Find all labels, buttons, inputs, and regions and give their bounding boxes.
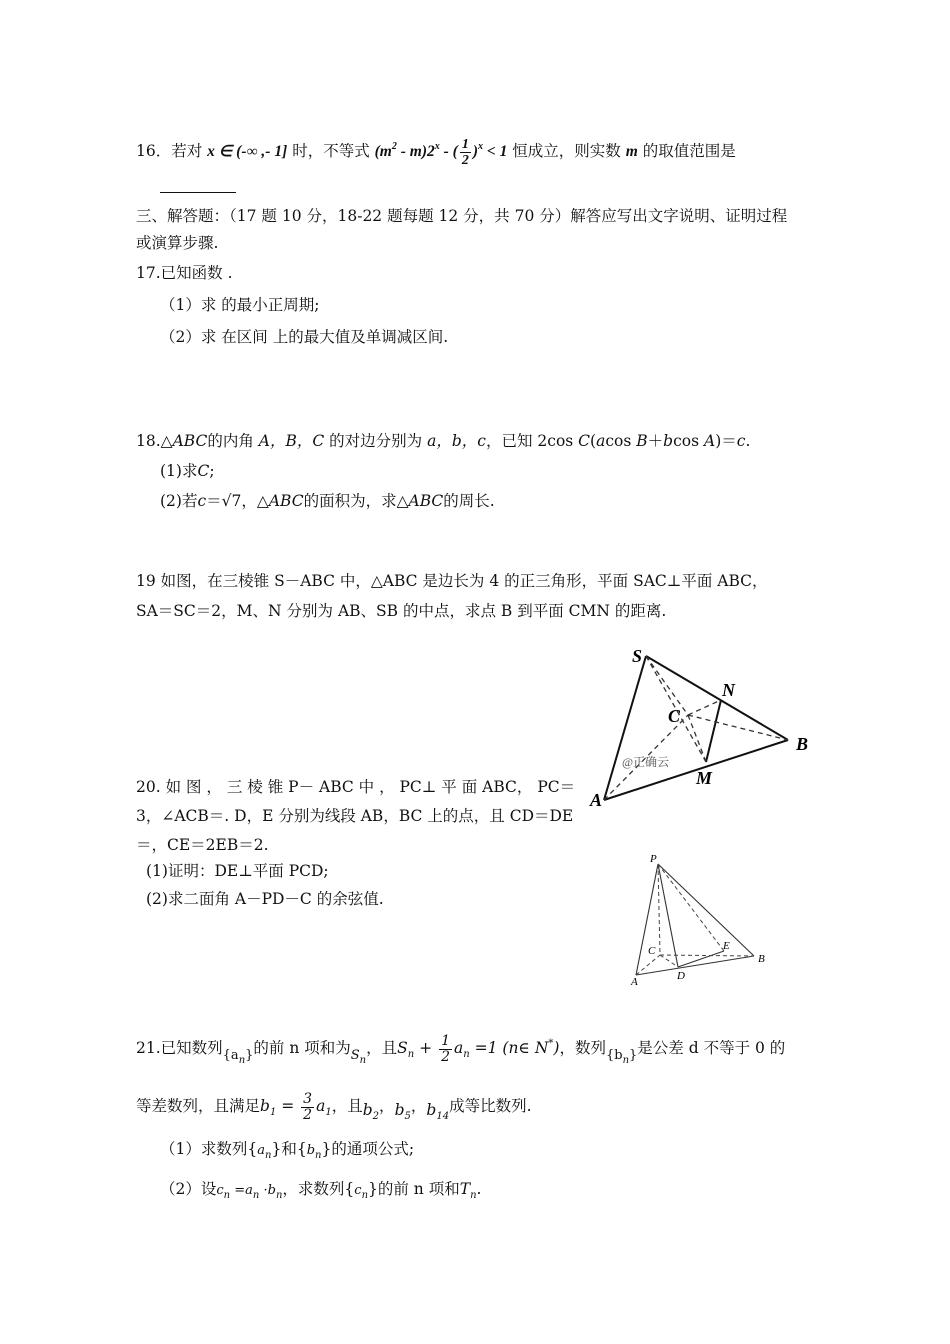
q21-line2: 等差数列，且满足$b_1$ = $\frac{3}{2}$ $a_1$，且$b_2$，$b_5$，$b_{14}$成等比数列. [136, 1090, 532, 1123]
q18-stem: 18.△ABC的内角 A，B，C 的对边分别为 a，b，c，已知 2cos C(acos B＋bcos A)＝c. [136, 432, 751, 450]
edge-PC [658, 864, 660, 955]
q16-answer-blank [160, 192, 236, 193]
label-N: N [722, 680, 735, 700]
edge-NM [706, 700, 721, 762]
section3-heading: 三、解答题：（17 题 10 分，18-22 题每题 12 分，共 70 分）解答应写出文字说明、证明过程 [136, 207, 788, 225]
edge-PE [658, 864, 724, 951]
label-A: A [631, 976, 638, 988]
label-A: A [590, 790, 603, 810]
q16-condition: x ∈ (-∞ ,- 1] [207, 143, 288, 160]
q19-line1: 19 如图，在三棱锥 S－ABC 中，△ABC 是边长为 4 的正三角形，平面 SAC⊥平面 ABC， [136, 572, 768, 590]
q16-prefix: 16．若对 [136, 142, 203, 160]
edge-CB [688, 715, 788, 740]
q18-part2: (2)若c＝√7，△ABC的面积为，求△ABC的周长. [160, 492, 495, 510]
edge-SC [646, 656, 688, 715]
q21-part1: （1）求数列$\{a_n\}$和$\{b_n\}$的通项公式; [160, 1140, 415, 1161]
q21-part2: （2）设$c_n =a_n \cdot b_n$，求数列$\{c_n\}$的前 n 项和$T_n$. [160, 1180, 482, 1201]
label-D: D [677, 970, 685, 982]
q20-line2: 3，∠ACB＝. D，E 分别为线段 AB，BC 上的点，且 CD＝DE [136, 807, 574, 825]
q20-line1: 20. 如 图 ， 三 棱 锥 P－ ABC 中 ， PC⊥ 平 面 ABC， PC＝ [136, 778, 576, 796]
edge-CN [688, 700, 721, 715]
edge-CM [688, 715, 706, 762]
label-M: M [696, 768, 713, 788]
edge-CB [660, 955, 754, 956]
q16-end: 的取值范围是 [642, 142, 736, 160]
q19-figure [586, 640, 826, 815]
label-C: C [648, 945, 656, 957]
q16-mid: 时，不等式 [292, 142, 370, 160]
q19-line2: SA＝SC＝2，M、N 分别为 AB、SB 的中点，求点 B 到平面 CMN 的距离. [136, 602, 667, 620]
label-B: B [796, 734, 809, 754]
q16-line [136, 136, 736, 168]
q17-part2: （2）求 在区间 上的最大值及单调减区间. [160, 328, 449, 346]
label-C: C [668, 706, 681, 726]
q16-inequality: $(m^2 - m)2^x$ - ( $\frac{1}{2}$ )$^x$ < 1 [374, 136, 508, 168]
edge-SB [646, 656, 788, 740]
edge-AB [636, 956, 754, 975]
q16-suffix: 恒成立，则实数 [512, 142, 621, 160]
edge-PB [658, 864, 754, 956]
q20-part2: (2)求二面角 A－PD－C 的余弦值. [146, 890, 384, 908]
q20-part1: (1)证明：DE⊥平面 PCD; [146, 862, 329, 880]
q20-line3: ＝，CE＝2EB＝2. [136, 836, 269, 854]
q17-part1: （1）求 的最小正周期; [160, 296, 320, 314]
section3-heading-cont: 或演算步骤. [136, 234, 219, 252]
q18-part1: (1)求C; [160, 462, 215, 480]
edge-PA [636, 864, 658, 975]
label-E: E [723, 940, 730, 952]
watermark: @正确云 [622, 755, 670, 769]
label-P: P [650, 853, 657, 865]
label-B: B [758, 953, 765, 965]
q16-var-m: m [625, 143, 638, 160]
q17-stem: 17.已知函数 . [136, 264, 233, 282]
q20-figure [626, 850, 776, 990]
q21-line1: 21.已知数列$_{\{a_n\}}$的前 n 项和为$_{S_n}$，且$S_n$ + $\frac{1}{2}$ $a_n =1$ (n∈ N*)，数列$_{\{b_n\}}$是公差 d 不等于 0 的 [136, 1032, 786, 1066]
label-S: S [632, 646, 643, 666]
edge-PD [658, 864, 678, 967]
edge-CD [660, 955, 678, 967]
